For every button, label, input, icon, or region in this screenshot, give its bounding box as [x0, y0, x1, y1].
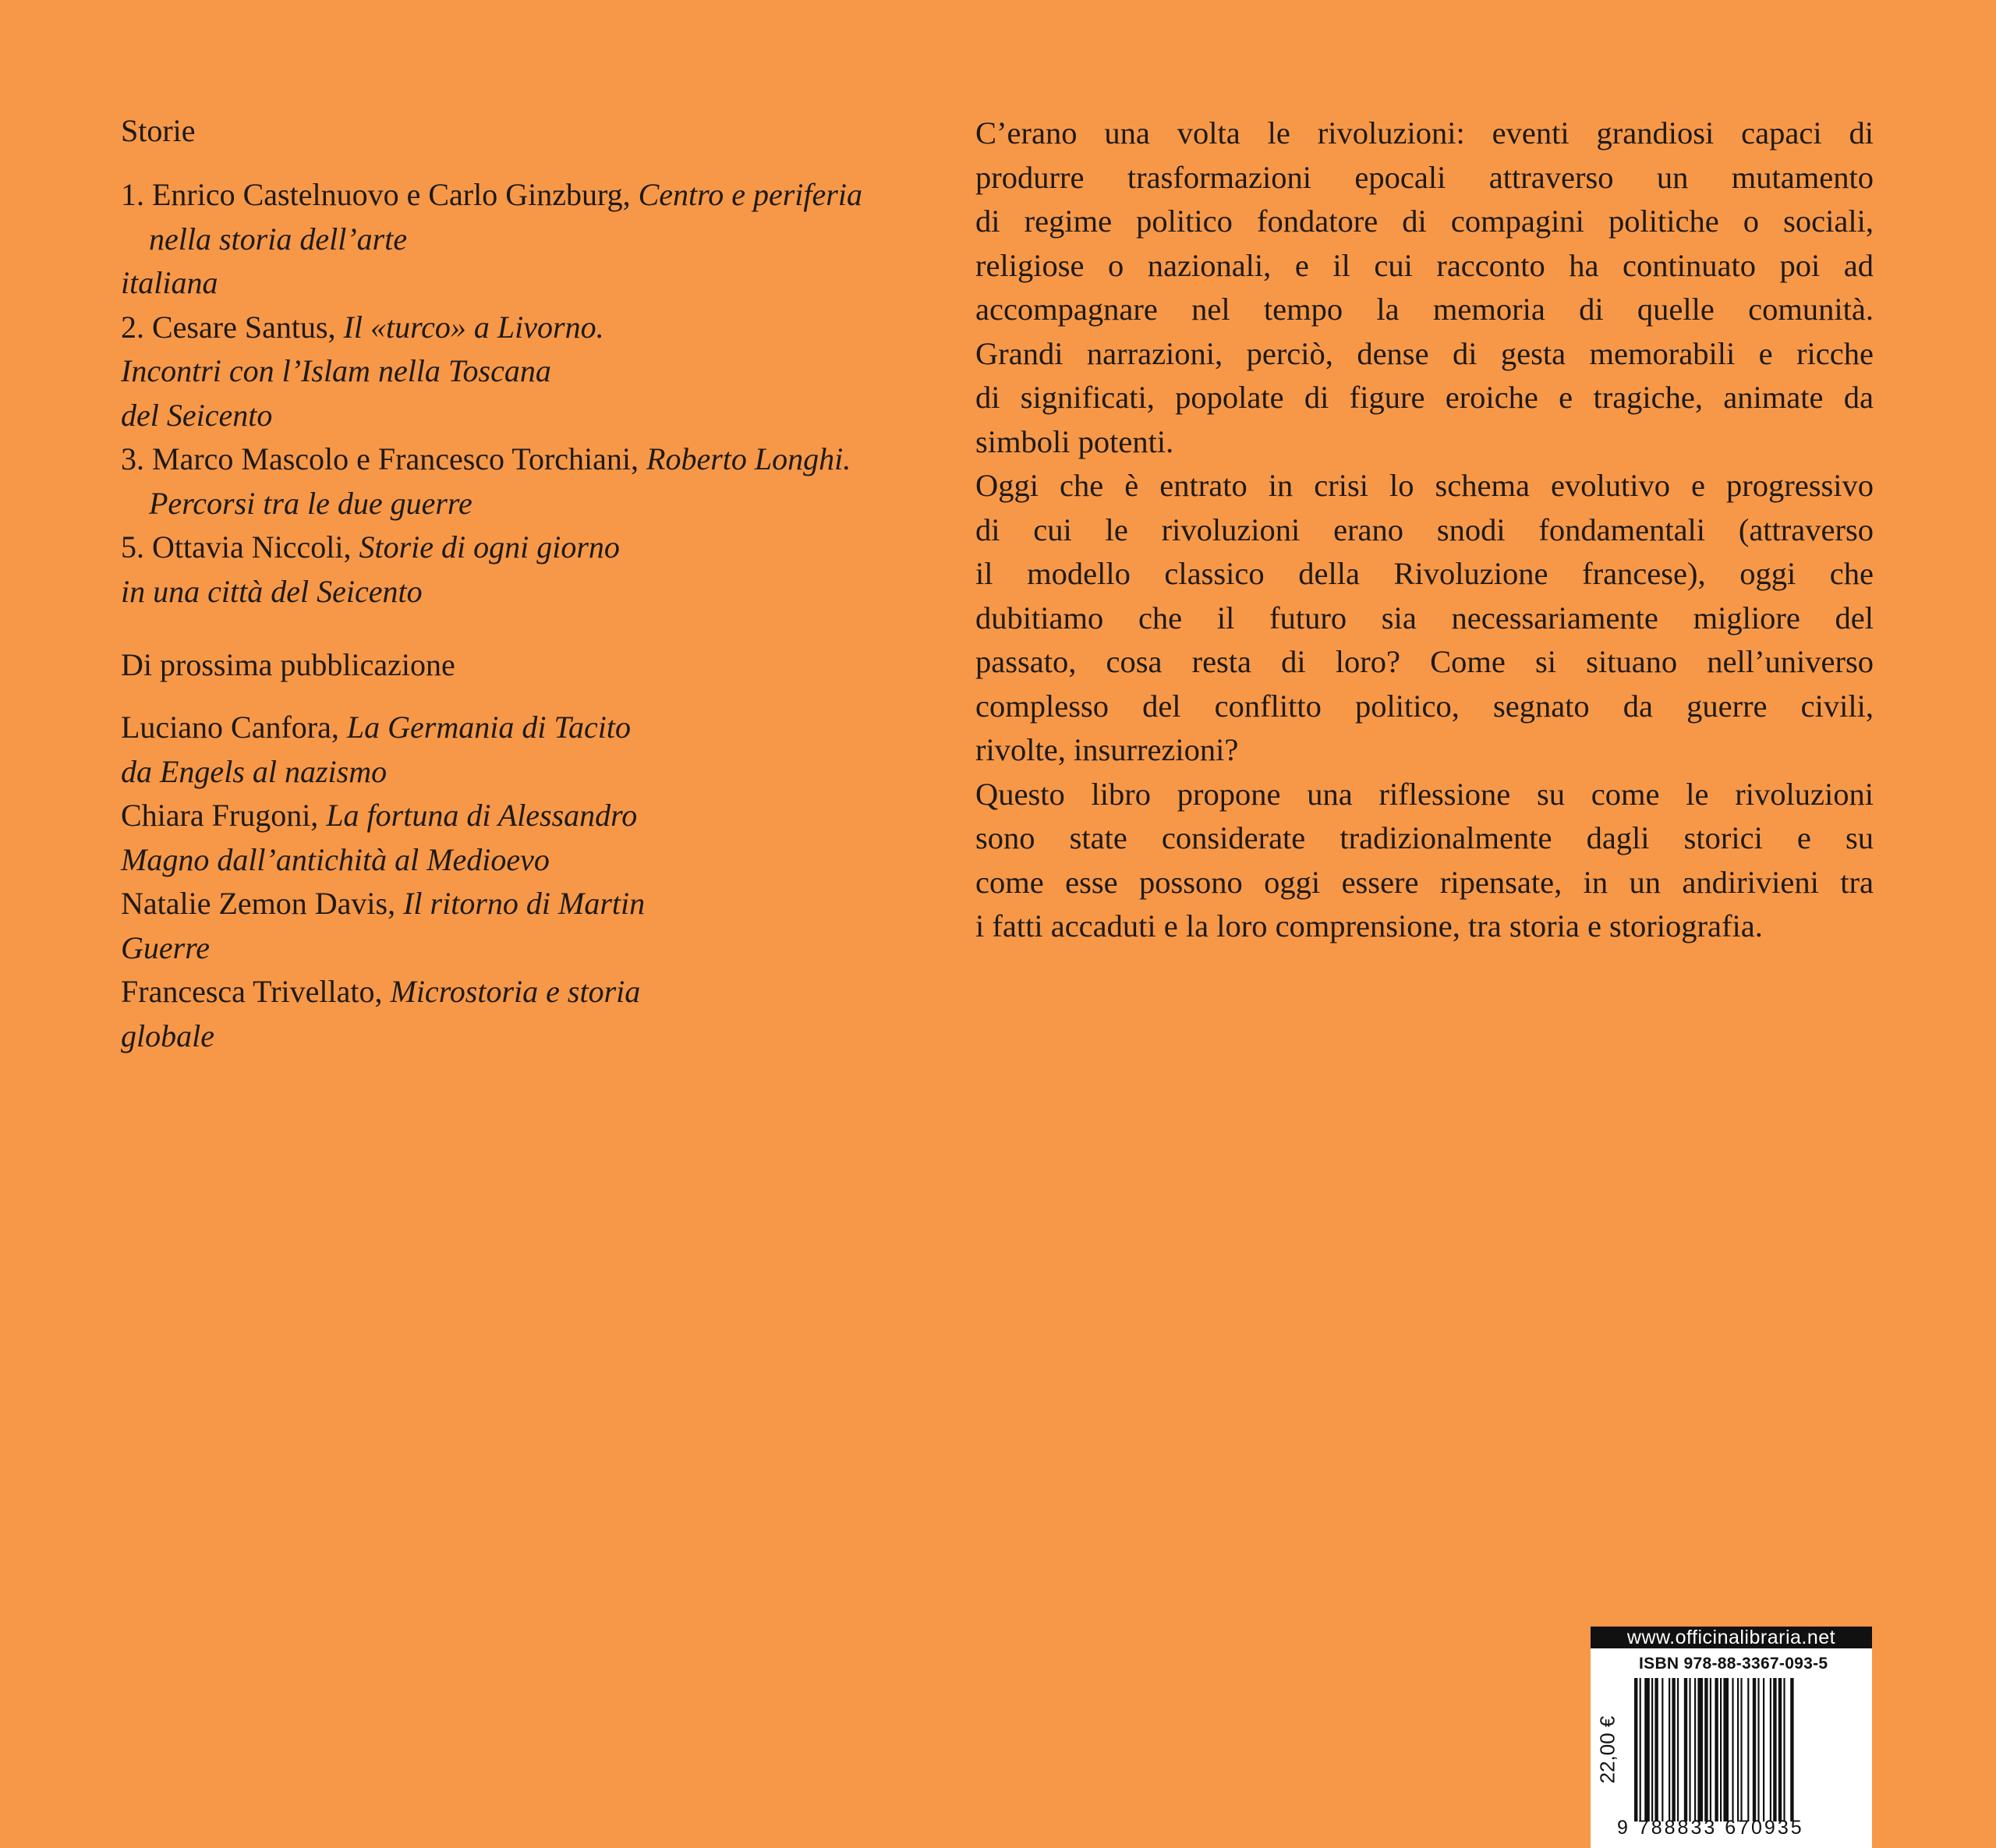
barcode-bar	[1694, 1678, 1696, 1821]
back-cover-blurb	[975, 112, 1874, 949]
barcode-bar	[1644, 1678, 1650, 1821]
book-title-line: Il ritorno di Martin	[403, 886, 646, 921]
blurb-line: Questo libro propone una riflessione su come le rivoluzioni	[975, 776, 1874, 812]
barcode-bar	[1654, 1678, 1658, 1821]
series-heading: Storie	[121, 113, 196, 148]
blurb-line: C’erano una volta le rivoluzioni: eventi grandiosi capaci di	[975, 115, 1874, 150]
barcode-bar	[1753, 1678, 1756, 1821]
series-column	[121, 109, 901, 1058]
blurb-line: accompagnare nel tempo la memoria di quelle comunità.	[975, 292, 1874, 327]
barcode-bar	[1672, 1678, 1675, 1821]
barcode-bar	[1662, 1678, 1663, 1821]
book-entry	[121, 706, 901, 794]
book-author: Luciano Canfora,	[121, 710, 339, 745]
blurb-line: produrre trasformazioni epocali attraverso un mutamento	[975, 159, 1874, 195]
book-entry	[121, 526, 901, 614]
barcode-bar	[1634, 1678, 1637, 1821]
blurb-line: i fatti accaduti e la loro comprensione, tra storia e storiografia.	[975, 908, 1763, 943]
barcode-bar	[1778, 1678, 1782, 1821]
blurb-line: passato, cosa resta di loro? Come si situano nell’universo	[975, 644, 1874, 679]
barcode-bar	[1651, 1678, 1653, 1821]
barcode-bar	[1640, 1678, 1641, 1821]
upcoming-heading: Di prossima pubblicazione	[121, 647, 455, 682]
book-title-line: Magno dall’antichità al Medioevo	[121, 841, 550, 877]
blurb-line: rivolte, insurrezioni?	[975, 732, 1239, 767]
upcoming-list	[121, 706, 901, 1058]
barcode-bar	[1669, 1678, 1670, 1821]
blurb-line: di significati, popolate di figure eroiche e tragiche, animate da	[975, 380, 1874, 415]
blurb-line: Grandi narrazioni, perciò, dense di gesta memorabili e ricche	[975, 335, 1874, 371]
book-entry	[121, 882, 901, 970]
blurb-line: religiose o nazionali, e il cui racconto ha continuato poi ad	[975, 247, 1874, 283]
book-author: 1. Enrico Castelnuovo e Carlo Ginzburg,	[121, 177, 631, 212]
barcode-bar	[1763, 1678, 1764, 1821]
barcode-bar	[1704, 1678, 1708, 1821]
blurb-line: sono state considerate tradizionalmente dagli storici e su	[975, 820, 1874, 855]
barcode-bar	[1684, 1678, 1687, 1821]
barcode-bar	[1715, 1678, 1718, 1821]
book-title-line: Microstoria e storia	[390, 974, 641, 1009]
book-author: Natalie Zemon Davis,	[121, 886, 396, 921]
book-title-line: La fortuna di Alessandro	[326, 798, 638, 833]
barcode-bar	[1773, 1678, 1776, 1821]
barcode-bar	[1723, 1678, 1729, 1821]
blurb-line: di regime politico fondatore di compagini politiche o sociali,	[975, 204, 1874, 239]
book-author: 2. Cesare Santus,	[121, 309, 336, 345]
book-title-line: da Engels al nazismo	[121, 753, 388, 789]
publisher-website: www.officinalibraria.net	[1591, 1627, 1872, 1648]
isbn-label: ISBN 978-88-3367-093-5	[1639, 1655, 1828, 1673]
barcode-panel	[1591, 1627, 1872, 1848]
book-title-line: Guerre	[121, 929, 211, 965]
barcode-bar	[1783, 1678, 1785, 1821]
barcode-bar	[1732, 1678, 1733, 1821]
book-author: 5. Ottavia Niccoli,	[121, 529, 352, 565]
blurb-paragraph	[975, 773, 1874, 949]
book-title-line: Storie di ogni giorno	[359, 529, 620, 565]
barcode-bar	[1747, 1678, 1749, 1821]
barcode-bar	[1720, 1678, 1722, 1821]
blurb-line: come esse possono oggi essere ripensate, in un andirivieni tra	[975, 864, 1874, 900]
book-entry	[121, 794, 901, 882]
book-entry	[121, 173, 901, 306]
blurb-paragraph	[975, 464, 1874, 773]
barcode-bar	[1677, 1678, 1679, 1821]
barcode-bar	[1740, 1678, 1742, 1821]
book-author: 3. Marco Mascolo e Francesco Torchiani,	[121, 441, 639, 476]
book-author: Francesca Trivellato,	[121, 974, 383, 1009]
blurb-line: Oggi che è entrato in crisi lo schema evolutivo e progressivo	[975, 468, 1874, 503]
barcode-bar	[1757, 1678, 1759, 1821]
book-title-line: Incontri con l’Islam nella Toscana	[121, 353, 551, 388]
barcode-bar	[1697, 1678, 1703, 1821]
book-title-line: La Germania di Tacito	[346, 710, 632, 745]
book-title-line: in una città del Seicento	[121, 573, 423, 609]
barcode-bar	[1710, 1678, 1711, 1821]
book-title-line: Centro e periferia nella storia dell’arte	[149, 177, 862, 257]
blurb-line: simboli potenti.	[975, 423, 1174, 459]
book-author: Chiara Frugoni,	[121, 798, 319, 833]
blurb-paragraph	[975, 112, 1874, 464]
book-entry	[121, 306, 901, 438]
price-label: 22,00 €	[1595, 1715, 1619, 1784]
book-title-line: Roberto Longhi. Percorsi tra le due guerre	[149, 441, 851, 521]
blurb-line: il modello classico della Rivoluzione francese), oggi che	[975, 556, 1874, 591]
blurb-line: dubitiamo che il futuro sia necessariamente migliore del	[975, 600, 1874, 635]
book-entry	[121, 437, 901, 526]
barcode-bar	[1689, 1678, 1690, 1821]
barcode-bar	[1737, 1678, 1739, 1821]
barcode-graphic	[1634, 1678, 1860, 1821]
blurb-line: di cui le rivoluzioni erano snodi fondamentali (attraverso	[975, 512, 1874, 547]
book-title-line: del Seicento	[121, 397, 273, 433]
series-list	[121, 173, 901, 614]
book-title-line: Il «turco» a Livorno.	[343, 309, 604, 345]
barcode-bar	[1770, 1678, 1771, 1821]
book-title-line: italiana	[121, 265, 218, 300]
book-entry	[121, 970, 901, 1058]
blurb-line: complesso del conflitto politico, segnato da guerre civili,	[975, 688, 1874, 724]
book-title-line: globale	[121, 1018, 214, 1053]
barcode-digits: 9 788833 670935	[1617, 1817, 1804, 1839]
barcode-bar	[1790, 1678, 1793, 1821]
